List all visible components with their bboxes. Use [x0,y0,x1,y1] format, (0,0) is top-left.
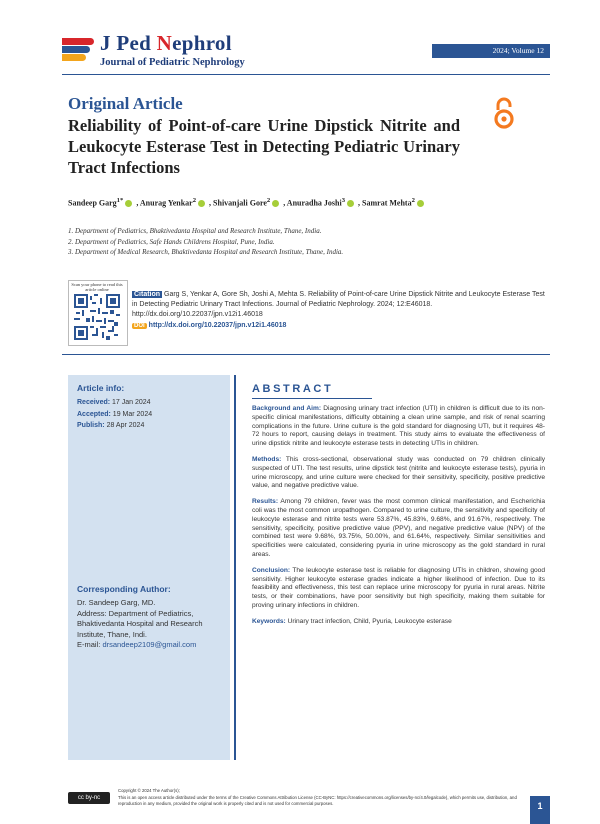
orcid-icon[interactable] [272,200,279,207]
journal-name: J Ped Nephrol [100,31,232,55]
affiliations [68,226,343,258]
abstract-background: Background and Aim: Diagnosing urinary tract infection (UTI) in children is difficult due to its non-specific clinical manifestations, difficulty obtaining a clean urine sample, and risk of renal scarring complications in the future. Urine culture is the gold standard for diagnosing UTI, but it requires 48-72 hours to report, causing delays in treatment. This study aims to evaluate the effectiveness of urine dipstick nitrite and leukocyte esterase tests in detecting UTIs in children. [252,405,545,448]
article-info-heading: Article info: [77,383,125,393]
doi-link[interactable] [132,322,286,329]
cc-license-icon[interactable]: cc by-nc [68,792,110,804]
orcid-icon[interactable] [198,200,205,207]
section-divider [62,354,550,355]
doi-icon: DOI [134,323,145,329]
abstract-underline [252,398,372,399]
author-list: Sandeep Garg$^{1*}$ , Anurag Yenkar$^2$ , Shivanjali Gore$^2$ , Anuradha Joshi$^3$ , Samrat Mehta$^2$ [68,197,548,208]
orcid-icon[interactable] [417,200,424,207]
article-dates: Received: 17 Jan 2024 Accepted: 19 Mar 2024 Publish: 28 Apr 2024 [77,399,153,429]
abstract-heading: ABSTRACT [252,383,334,395]
corresponding-author-address: Address: Department of Pediatrics, Bhaktivedanta Hospital and Research Institute, Thane, Indi. [77,608,203,639]
citation-text-block [132,290,547,320]
abstract-conclusion: Conclusion: The leukocyte esterase test is reliable for diagnosing UTIs in children, showing good sensitivity. Higher leukocyte esterase grades indicate a higher likelihood of infection. Due to its feasibility and effectiveness, this test can replace urine microscopy for pyuria in rural areas. Nitrite tests, or their combinations, have poor sensitivity but high specificity, making them suitable for proving urinary infections in children. [252,566,545,609]
publish-date: 28 Apr 2024 [106,422,145,429]
abstract-results: Results: Among 79 children, fever was the most common clinical manifestation, and Escherichia coli was the most common uropathogen. Compared to urine culture, the sensitivity and specificity of leukocyte esterase and nitrite tests were 53.87%, 45.83%, 9.68%, and 91.67%, respectively. The sensitivity, specificity, positive predictive value (PPV), and negative predictive value (NPV) of the combined test were 9.68%, 93.75%, 50.00%, and 61.64%, respectively. Similar sensitivities and specificities were calculated, considering pyuria in urine microscopy as the gold standard in rural areas. [252,498,545,558]
page-number: 1 [530,796,550,824]
author-name: Shivanjali Gore [213,198,267,208]
corresponding-author-email[interactable]: drsandeep2109@gmail.com [102,640,197,649]
affiliation-item: 2. Department of Pediatrics, Safe Hands Childrens Hospital, Pune, India. [68,237,275,246]
author-name: Anurag Yenkar [139,198,193,208]
license-text: This is an open access article distributed under the terms of the Creative Commons Attribution License (CC-ByNC: https://creativecommons.org/licenses/by-nc/4.0/legalcode), which permits use, distribution, and reproduction in any medium, provided the original work is properly cited and is not used for commercial purposes. [118,794,517,807]
author-name: Anuradha Joshi [286,198,342,208]
affiliation-item: 1. Department of Pediatrics, Bhaktivedanta Hospital and Research Institute, Thane, India. [68,227,322,235]
abstract-methods: Methods: This cross-sectional, observational study was conducted on 79 children clinically suspected of UTI. The test results, urine dipstick test (nitrite and leukocyte esterase tests), pyuria in urine microscopy, and urine culture were checked for their sensitivity, specificity, positive predictive value, and negative predictive value. [252,455,545,490]
copyright-text: Copyright © 2024 The Author(s); [118,788,180,793]
corresponding-author-details: Dr. Sandeep Garg, MD. Address: Department of Pediatrics, Bhaktivedanta Hospital and Research Institute, Thane, Indi. E-mail: drsandeep2109@gmail.com [77,598,222,651]
article-title: Reliability of Point-of-care Urine Dipstick Nitrite and Leukocyte Esterase Test in Detecting Pediatric Urinary Tract Infections [68,116,460,177]
abstract-keywords: Keywords: Urinary tract infection, Child, Pyuria, Leukocyte esterase [252,617,452,625]
doi-url[interactable]: http://dx.doi.org/10.22037/jpn.v12i1.46018 [148,322,287,329]
accepted-date: 19 Mar 2024 [112,410,153,418]
open-access-icon [492,96,516,130]
citation-text: Garg S, Yenkar A, Gore Sh, Joshi A, Mehta S. Reliability of Point-of-care Urine Dipstick Nitrite and Leukocyte Esterase Test in Detecting Pediatric Urinary Tract Infections. Journal of Pediatric Nephrology. 2024; 12:E46018. http://dx.doi.org/10.22037/jpn.v12i1.46018 [132,291,545,318]
volume-badge: 2024; Volume 12 [432,44,550,58]
author-name: Samrat Mehta [362,198,412,208]
received-date: 17 Jan 2024 [112,399,151,406]
header-divider [62,74,550,75]
citation-label: Citation [134,291,161,298]
license-footer [118,788,538,808]
article-type: Original Article [68,94,183,113]
abstract-accent-bar [234,375,236,760]
corresponding-author-name: Dr. Sandeep Garg, MD. [77,598,156,607]
affiliation-item: 3. Department of Medical Research, Bhaktivedanta Hospital and Research Institute, Thane, India. [68,248,344,256]
abstract-body [252,405,545,634]
author-name: Sandeep Garg [68,198,117,208]
corresponding-author-heading: Corresponding Author: [77,584,171,594]
orcid-icon[interactable] [125,200,132,207]
journal-flag-logo [62,38,94,60]
article-info-panel [68,375,230,760]
journal-subtitle: Journal of Pediatric Nephrology [100,57,245,68]
orcid-icon[interactable] [347,200,354,207]
qr-code-icon[interactable] [74,294,120,340]
qr-label: Scan your phone to read this article online [71,282,123,292]
